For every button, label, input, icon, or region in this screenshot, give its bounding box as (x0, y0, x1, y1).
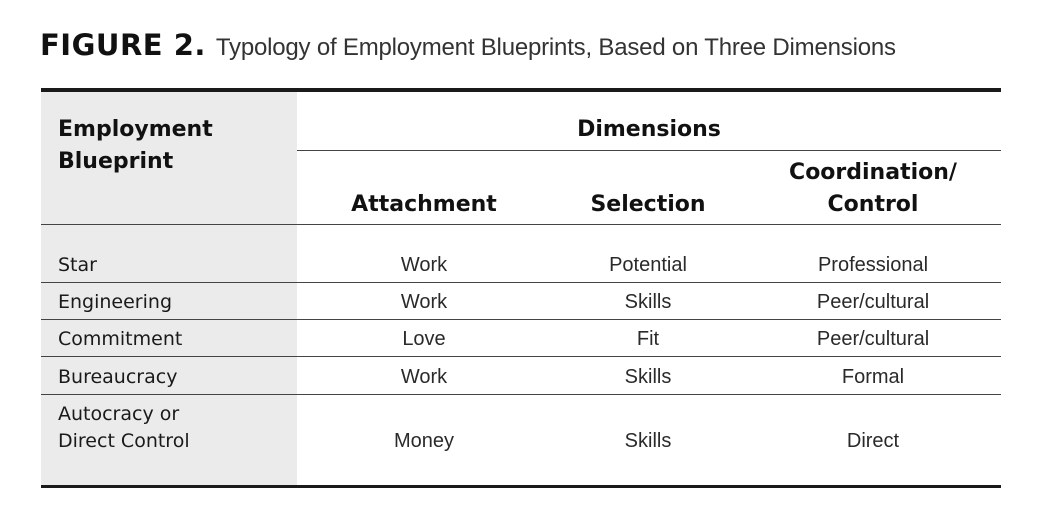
stub-header-line1: Employment (58, 117, 213, 142)
row-label-star: Star (58, 254, 97, 276)
column-header-coordination-control (763, 157, 983, 221)
figure-title (40, 28, 896, 62)
column-header-line1 (538, 157, 758, 189)
row-label-autocracy (58, 401, 190, 455)
table-cell: Money (393, 430, 455, 452)
table-cell: Fit (636, 328, 660, 350)
row-divider (41, 282, 1001, 283)
column-header-attachment (314, 157, 534, 221)
table-cell: Skills (624, 430, 672, 452)
group-header-dimensions: Dimensions (577, 117, 721, 142)
table-cell: Skills (624, 366, 672, 388)
column-header-line1: Coordination/ (789, 160, 957, 185)
table-cell: Potential (609, 254, 687, 276)
table-cell: Peer/cultural (816, 328, 930, 350)
column-header-line2: Attachment (351, 192, 497, 217)
dimensions-underline (297, 150, 1001, 151)
table-cell: Work (400, 291, 448, 313)
column-header-selection (538, 157, 758, 221)
column-header-line1 (314, 157, 534, 189)
row-label-line1: Autocracy or (58, 403, 180, 425)
table-cell: Peer/cultural (816, 291, 930, 313)
figure-label: FIGURE 2. (40, 28, 206, 62)
column-header-line2: Control (827, 192, 919, 217)
table-cell: Professional (817, 254, 929, 276)
table-cell: Direct (846, 430, 900, 452)
table-cell: Work (400, 254, 448, 276)
table-bottom-rule (41, 485, 1001, 488)
table-cell: Love (402, 328, 446, 350)
stub-header (58, 114, 213, 178)
column-header-line2: Selection (590, 192, 706, 217)
table-cell: Work (400, 366, 448, 388)
figure-caption: Typology of Employment Blueprints, Based on Three Dimensions (215, 34, 896, 61)
header-bottom-rule (41, 224, 1001, 225)
stub-header-line2: Blueprint (58, 149, 174, 174)
row-label-bureaucracy: Bureaucracy (58, 366, 178, 388)
row-label-commitment: Commitment (58, 328, 183, 350)
row-divider (41, 319, 1001, 320)
row-label-engineering: Engineering (58, 291, 172, 313)
row-divider (41, 356, 1001, 357)
row-label-line2: Direct Control (58, 430, 190, 452)
table-cell: Formal (841, 366, 905, 388)
row-divider (41, 394, 1001, 395)
table-cell: Skills (624, 291, 672, 313)
